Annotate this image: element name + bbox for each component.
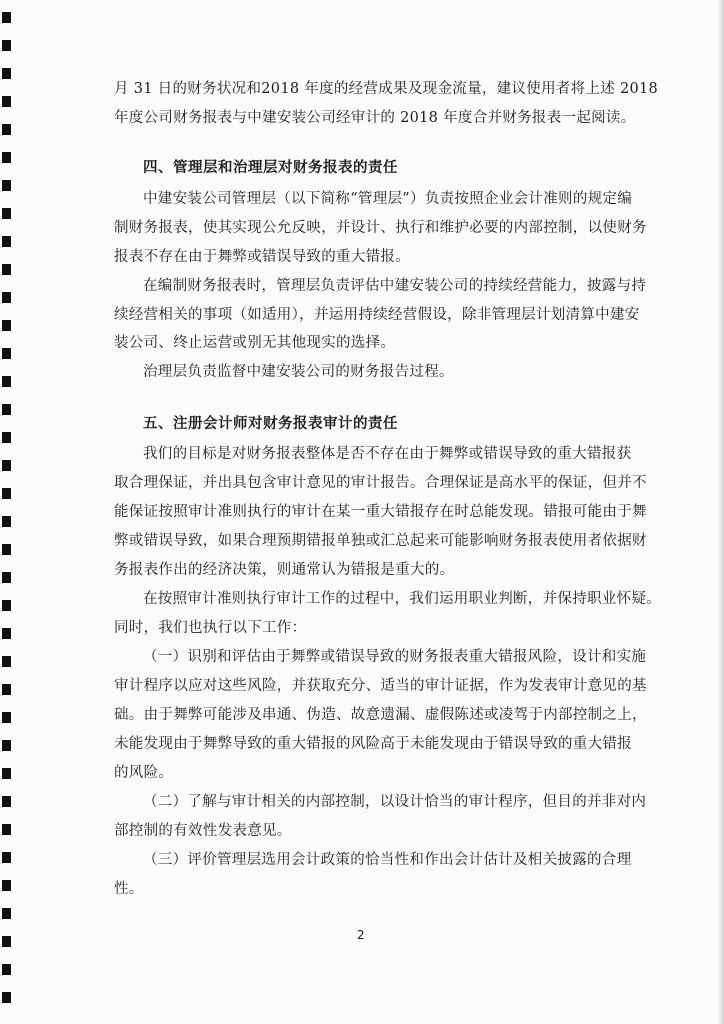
binding-hole (2, 348, 11, 359)
paragraph-line: 弊或错误导致，如果合理预期错报单独或汇总起来可能影响财务报表使用者依据财 (114, 533, 647, 549)
binding-hole (2, 152, 11, 163)
binding-hole (2, 180, 11, 191)
binding-hole (2, 544, 11, 555)
paragraph-line: 中建安装公司管理层（以下简称“管理层”）负责按照企业会计准则的规定编 (143, 191, 633, 207)
binding-hole (2, 236, 11, 247)
binding-hole (2, 684, 11, 695)
paragraph-line: 础。由于舞弊可能涉及串通、伪造、故意遗漏、虚假陈述或凌驾于内部控制之上， (114, 707, 647, 723)
page-number: 2 (357, 928, 365, 942)
binding-hole (2, 852, 11, 863)
binding-hole (2, 796, 11, 807)
binding-hole (2, 376, 11, 387)
binding-hole (2, 404, 11, 415)
binding-hole (2, 460, 11, 471)
binding-hole (2, 208, 11, 219)
paragraph-line: 报表不存在由于舞弊或错误导致的重大错报。 (114, 249, 410, 265)
paragraph-line: 性。 (114, 881, 144, 897)
binding-hole (2, 572, 11, 583)
paragraph-line: 的风险。 (114, 765, 174, 781)
binding-holes (0, 0, 14, 1024)
paragraph-line: 未能发现由于舞弊导致的重大错报的风险高于未能发现由于错误导致的重大错报 (114, 736, 632, 752)
binding-hole (2, 432, 11, 443)
binding-hole (2, 656, 11, 667)
paragraph-line: （二）了解与审计相关的内部控制，以设计恰当的审计程序，但目的并非对内 (143, 794, 647, 810)
paragraph-line: 治理层负责监督中建安装公司的财务报告过程。 (143, 364, 454, 380)
paragraph-line: 审计程序以应对这些风险，并获取充分、适当的审计证据，作为发表审计意见的基 (114, 678, 647, 694)
binding-hole (2, 628, 11, 639)
paragraph-line: 在按照审计准则执行审计工作的过程中，我们运用职业判断，并保持职业怀疑。 (143, 591, 661, 607)
binding-hole (2, 40, 11, 51)
binding-hole (2, 740, 11, 751)
paragraph-line: （三）评价管理层选用会计政策的恰当性和作出会计估计及相关披露的合理 (143, 852, 632, 868)
paragraph-line: 装公司、终止运营或别无其他现实的选择。 (114, 335, 396, 351)
binding-hole (2, 712, 11, 723)
binding-hole (2, 320, 11, 331)
binding-hole (2, 964, 11, 975)
binding-hole (2, 936, 11, 947)
binding-hole (2, 824, 11, 835)
section-heading-auditor: 五、注册会计师对财务报表审计的责任 (143, 415, 398, 432)
binding-hole (2, 96, 11, 107)
paragraph-line: 月 31 日的财务状况和2018 年度的经营成果及现金流量，建议使用者将上述 2018 (114, 81, 659, 97)
paragraph-line: 务报表作出的经济决策，则通常认为错报是重大的。 (114, 562, 455, 578)
binding-hole (2, 292, 11, 303)
binding-hole (2, 124, 11, 135)
paragraph-line: 我们的目标是对财务报表整体是否不存在由于舞弊或错误导致的重大错报获 (143, 446, 632, 462)
page-edge-shadow (718, 0, 724, 1024)
binding-hole (2, 12, 11, 23)
paragraph-line: 同时，我们也执行以下工作： (114, 620, 307, 636)
paragraph-line: 能保证按照审计准则执行的审计在某一重大错报存在时总能发现。错报可能由于舞 (114, 504, 647, 520)
section-heading-management: 四、管理层和治理层对财务报表的责任 (143, 159, 398, 176)
binding-hole (2, 768, 11, 779)
binding-hole (2, 880, 11, 891)
binding-hole (2, 264, 11, 275)
paragraph-line: 在编制财务报表时，管理层负责评估中建安装公司的持续经营能力，披露与持 (143, 278, 647, 294)
paragraph-line: （一）识别和评估由于舞弊或错误导致的财务报表重大错报风险，设计和实施 (143, 649, 647, 665)
binding-hole (2, 908, 11, 919)
paragraph-line: 续经营相关的事项（如适用），并运用持续经营假设，除非管理层计划清算中建安 (114, 307, 640, 323)
paragraph-line: 年度公司财务报表与中建安装公司经审计的 2018 年度合并财务报表一起阅读。 (114, 110, 636, 126)
paragraph-line: 制财务报表，使其实现公允反映，并设计、执行和维护必要的内部控制，以使财务 (114, 220, 647, 236)
paragraph-line: 部控制的有效性发表意见。 (114, 823, 292, 839)
binding-hole (2, 516, 11, 527)
binding-hole (2, 992, 11, 1003)
paragraph-line: 取合理保证，并出具包含审计意见的审计报告。合理保证是高水平的保证，但并不 (114, 475, 647, 491)
binding-hole (2, 600, 11, 611)
binding-hole (2, 488, 11, 499)
binding-hole (2, 68, 11, 79)
